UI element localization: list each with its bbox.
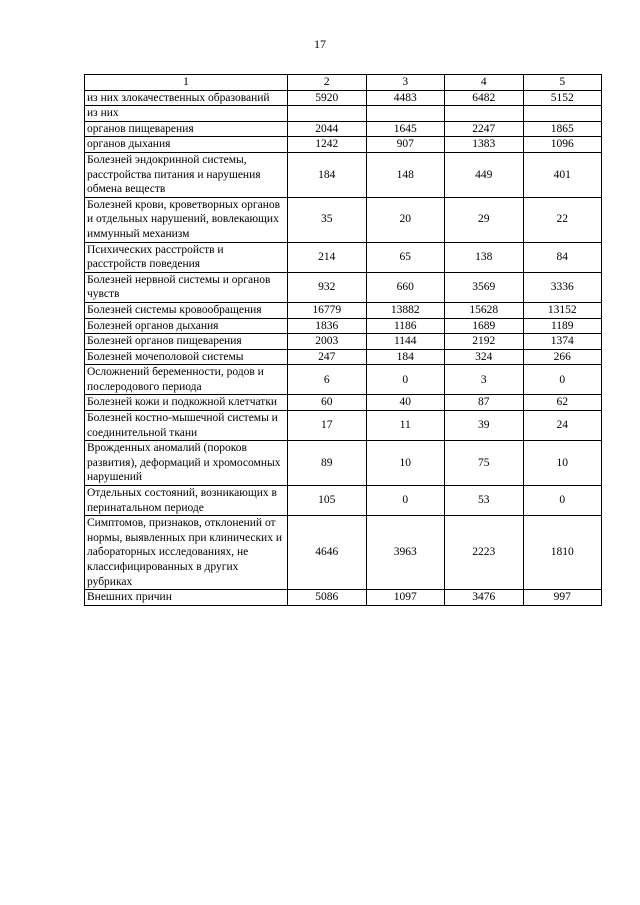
value-cell: 89 <box>288 441 367 486</box>
row-label: органов пищеварения <box>85 121 288 137</box>
value-cell: 1097 <box>366 590 445 606</box>
column-header: 5 <box>523 75 602 91</box>
value-cell: 1865 <box>523 121 602 137</box>
value-cell: 1383 <box>445 137 524 153</box>
table-row <box>85 590 602 606</box>
value-cell: 932 <box>288 272 367 302</box>
table-row <box>85 121 602 137</box>
value-cell: 60 <box>288 395 367 411</box>
value-cell: 15628 <box>445 302 524 318</box>
value-cell: 184 <box>366 349 445 365</box>
value-cell: 0 <box>366 486 445 516</box>
table-row <box>85 395 602 411</box>
table-row <box>85 349 602 365</box>
table-body <box>85 90 602 605</box>
value-cell: 449 <box>445 152 524 197</box>
value-cell: 1144 <box>366 334 445 350</box>
value-cell: 2003 <box>288 334 367 350</box>
table-row <box>85 197 602 242</box>
value-cell: 39 <box>445 411 524 441</box>
value-cell: 65 <box>366 242 445 272</box>
statistics-table <box>84 74 602 606</box>
value-cell: 5086 <box>288 590 367 606</box>
value-cell: 1836 <box>288 318 367 334</box>
value-cell: 13152 <box>523 302 602 318</box>
row-label: Психических расстройств и расстройств поведения <box>85 242 288 272</box>
value-cell: 401 <box>523 152 602 197</box>
value-cell: 1374 <box>523 334 602 350</box>
value-cell: 5152 <box>523 90 602 106</box>
row-label: Болезней органов пищеварения <box>85 334 288 350</box>
header-row <box>85 75 602 91</box>
value-cell: 17 <box>288 411 367 441</box>
value-cell: 5920 <box>288 90 367 106</box>
value-cell: 87 <box>445 395 524 411</box>
value-cell <box>445 106 524 122</box>
value-cell <box>288 106 367 122</box>
value-cell: 11 <box>366 411 445 441</box>
value-cell: 75 <box>445 441 524 486</box>
value-cell: 1689 <box>445 318 524 334</box>
value-cell: 6482 <box>445 90 524 106</box>
value-cell: 266 <box>523 349 602 365</box>
value-cell: 53 <box>445 486 524 516</box>
value-cell: 1645 <box>366 121 445 137</box>
table-row <box>85 272 602 302</box>
value-cell: 1096 <box>523 137 602 153</box>
value-cell: 6 <box>288 365 367 395</box>
value-cell: 3476 <box>445 590 524 606</box>
row-label: Врожденных аномалий (пороков развития), деформаций и хромосомных нарушений <box>85 441 288 486</box>
row-label: Болезней крови, кроветворных органов и отдельных нарушений, вовлекающих иммунный механизм <box>85 197 288 242</box>
value-cell: 2223 <box>445 516 524 590</box>
table-row <box>85 516 602 590</box>
value-cell <box>366 106 445 122</box>
table-row <box>85 334 602 350</box>
value-cell: 2192 <box>445 334 524 350</box>
column-header: 3 <box>366 75 445 91</box>
table-row <box>85 318 602 334</box>
value-cell: 214 <box>288 242 367 272</box>
table-row <box>85 90 602 106</box>
row-label: из них <box>85 106 288 122</box>
value-cell: 2044 <box>288 121 367 137</box>
value-cell: 3336 <box>523 272 602 302</box>
row-label: из них злокачественных образований <box>85 90 288 106</box>
row-label: Болезней органов дыхания <box>85 318 288 334</box>
value-cell: 3 <box>445 365 524 395</box>
row-label: Отдельных состояний, возникающих в перинатальном периоде <box>85 486 288 516</box>
table-row <box>85 411 602 441</box>
row-label: Болезней нервной системы и органов чувств <box>85 272 288 302</box>
row-label: Симптомов, признаков, отклонений от нормы, выявленных при клинических и лабораторных исследованиях, не классифицированных в других рубриках <box>85 516 288 590</box>
table-row <box>85 441 602 486</box>
table-row <box>85 486 602 516</box>
value-cell: 1242 <box>288 137 367 153</box>
value-cell: 10 <box>523 441 602 486</box>
row-label: Болезней системы кровообращения <box>85 302 288 318</box>
value-cell: 105 <box>288 486 367 516</box>
table-row <box>85 137 602 153</box>
table-row <box>85 106 602 122</box>
column-header: 2 <box>288 75 367 91</box>
row-label: Болезней мочеполовой системы <box>85 349 288 365</box>
value-cell: 138 <box>445 242 524 272</box>
page-number: 17 <box>314 37 326 51</box>
value-cell: 3963 <box>366 516 445 590</box>
row-label: Болезней костно-мышечной системы и соединительной ткани <box>85 411 288 441</box>
value-cell: 184 <box>288 152 367 197</box>
value-cell: 2247 <box>445 121 524 137</box>
row-label: Осложнений беременности, родов и послеродового периода <box>85 365 288 395</box>
value-cell: 324 <box>445 349 524 365</box>
table-row <box>85 302 602 318</box>
value-cell: 84 <box>523 242 602 272</box>
value-cell: 20 <box>366 197 445 242</box>
table-row <box>85 242 602 272</box>
value-cell: 660 <box>366 272 445 302</box>
row-label: Болезней кожи и подкожной клетчатки <box>85 395 288 411</box>
value-cell: 3569 <box>445 272 524 302</box>
value-cell: 35 <box>288 197 367 242</box>
value-cell: 22 <box>523 197 602 242</box>
value-cell: 1186 <box>366 318 445 334</box>
value-cell: 0 <box>523 365 602 395</box>
value-cell: 0 <box>523 486 602 516</box>
value-cell: 997 <box>523 590 602 606</box>
value-cell: 24 <box>523 411 602 441</box>
value-cell: 247 <box>288 349 367 365</box>
table-row <box>85 152 602 197</box>
value-cell: 40 <box>366 395 445 411</box>
value-cell: 62 <box>523 395 602 411</box>
value-cell: 148 <box>366 152 445 197</box>
column-header: 4 <box>445 75 524 91</box>
value-cell: 16779 <box>288 302 367 318</box>
value-cell: 29 <box>445 197 524 242</box>
value-cell: 13882 <box>366 302 445 318</box>
row-label: Внешних причин <box>85 590 288 606</box>
value-cell: 1810 <box>523 516 602 590</box>
value-cell: 0 <box>366 365 445 395</box>
table-row <box>85 365 602 395</box>
value-cell: 4646 <box>288 516 367 590</box>
value-cell <box>523 106 602 122</box>
row-label: Болезней эндокринной системы, расстройства питания и нарушения обмена веществ <box>85 152 288 197</box>
value-cell: 10 <box>366 441 445 486</box>
value-cell: 1189 <box>523 318 602 334</box>
value-cell: 4483 <box>366 90 445 106</box>
row-label: органов дыхания <box>85 137 288 153</box>
column-header: 1 <box>85 75 288 91</box>
value-cell: 907 <box>366 137 445 153</box>
